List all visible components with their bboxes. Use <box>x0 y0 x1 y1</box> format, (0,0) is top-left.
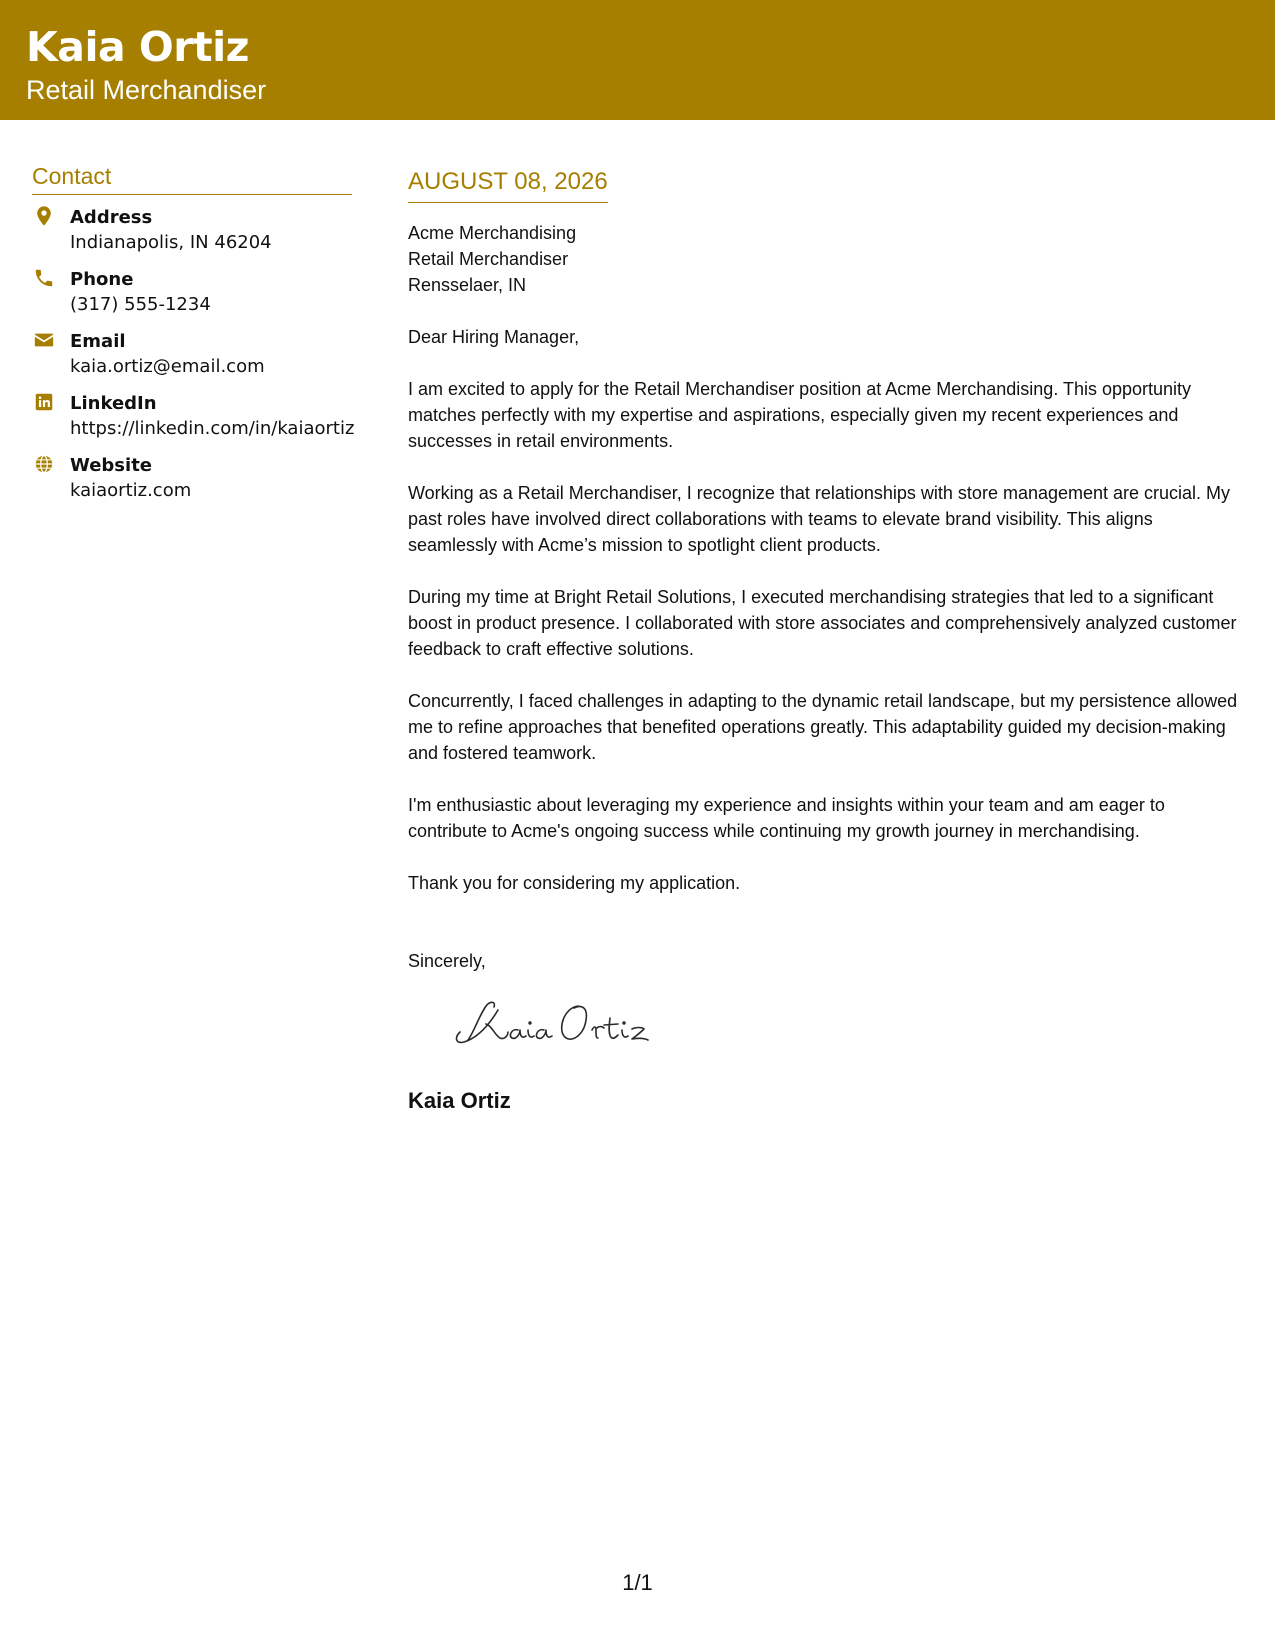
recipient-block <box>408 220 1238 298</box>
contact-label: Phone <box>70 269 134 290</box>
address-value: Indianapolis, IN 46204 <box>70 232 272 253</box>
linkedin-value[interactable]: https://linkedin.com/in/kaiaortiz <box>70 418 355 439</box>
letter-body <box>408 166 1238 1116</box>
contact-label: Address <box>70 207 153 228</box>
phone-icon <box>33 267 55 289</box>
header-banner <box>0 0 1275 120</box>
closing: Sincerely, <box>408 951 486 971</box>
recipient-location: Rensselaer, IN <box>408 275 527 295</box>
email-value[interactable]: kaia.ortiz@email.com <box>70 356 265 377</box>
contact-item-email <box>32 329 352 379</box>
website-value[interactable]: kaiaortiz.com <box>70 480 192 501</box>
contact-item-address <box>32 205 352 255</box>
applicant-name: Kaia Ortiz <box>26 23 250 71</box>
handwritten-signature <box>446 992 676 1062</box>
letter-paragraph: Concurrently, I faced challenges in adapting to the dynamic retail landscape, but my persistence allowed me to refine approaches that benefited operations greatly. This adaptability guided my decision-making and fostered teamwork. <box>408 691 1238 763</box>
letter-paragraph: I am excited to apply for the Retail Merchandiser position at Acme Merchandising. This opportunity matches perfectly with my expertise and aspirations, especially given my recent experiences and successes in retail environments. <box>408 379 1192 451</box>
letter-paragraph: I'm enthusiastic about leveraging my experience and insights within your team and am eager to contribute to Acme's ongoing success while continuing my growth journey in merchandising. <box>408 795 1165 841</box>
letter-paragraph: Thank you for considering my application. <box>408 873 741 893</box>
contact-label: Website <box>70 455 153 476</box>
letter-paragraph: Working as a Retail Merchandiser, I recognize that relationships with store management are crucial. My past roles have involved direct collaborations with teams to elevate brand visibility. This aligns seamlessly with Acme’s mission to spotlight client products. <box>408 483 1231 555</box>
applicant-title: Retail Merchandiser <box>26 75 267 105</box>
globe-icon <box>33 453 55 475</box>
greeting: Dear Hiring Manager, <box>408 327 580 347</box>
letter-date: AUGUST 08, 2026 <box>408 166 608 203</box>
letter-paragraph: During my time at Bright Retail Solutions, I executed merchandising strategies that led to a significant boost in product presence. I collaborated with store associates and comprehensively analyzed customer feedback to craft effective solutions. <box>408 587 1237 659</box>
contact-label: Email <box>70 331 126 352</box>
contact-item-website <box>32 453 352 503</box>
signer-name: Kaia Ortiz <box>408 1088 511 1113</box>
contact-sidebar <box>32 160 355 515</box>
contact-heading: Contact <box>32 160 352 195</box>
envelope-icon <box>33 329 55 351</box>
map-pin-icon <box>33 205 55 227</box>
phone-value[interactable]: (317) 555-1234 <box>70 294 211 315</box>
linkedin-icon <box>33 391 55 413</box>
page-number: 1/1 <box>622 1570 653 1595</box>
contact-label: LinkedIn <box>70 393 157 414</box>
contact-item-phone <box>32 267 352 317</box>
recipient-company: Acme Merchandising <box>408 223 577 243</box>
contact-item-linkedin <box>32 391 355 441</box>
recipient-position: Retail Merchandiser <box>408 249 569 269</box>
